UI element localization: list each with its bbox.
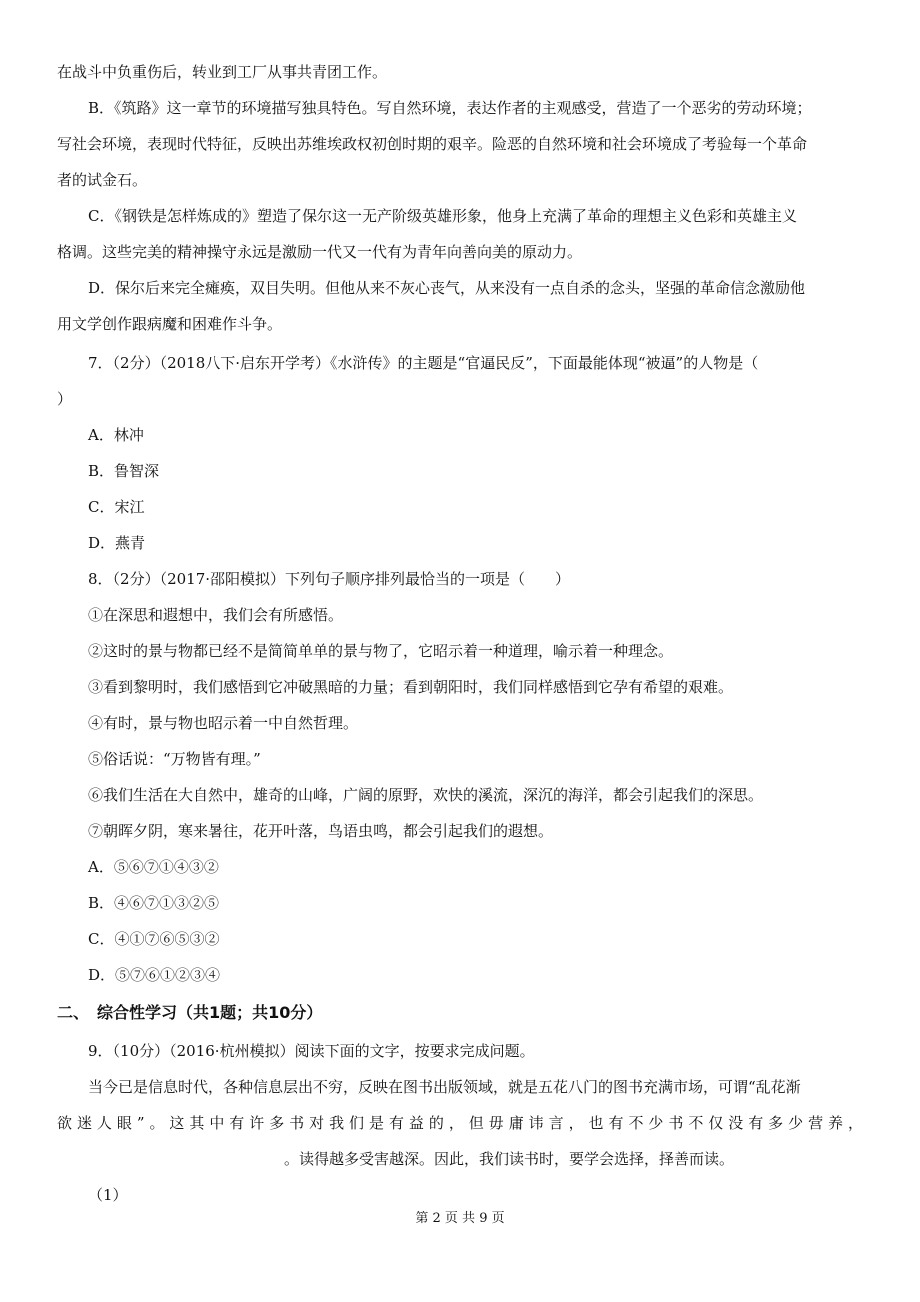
sub-question-1: （1）	[88, 1186, 128, 1204]
passage-line: 当今已是信息时代，各种信息层出不穷，反映在图书出版领域，就是五花八门的图书充满市场，可谓“乱花渐	[88, 1078, 801, 1096]
section-heading: 二、 综合性学习（共1题；共10分）	[57, 1003, 323, 1022]
paragraph-line: 者的试金石。	[57, 171, 148, 189]
question-8-option-b: B．④⑥⑦①③②⑤	[88, 894, 220, 912]
question-7-option-c: C．宋江	[88, 498, 145, 516]
sentence-5: ⑤俗话说：“万物皆有理。”	[88, 750, 261, 768]
question-7-stem-end: ）	[57, 390, 73, 408]
sentence-3: ③看到黎明时，我们感悟到它冲破黑暗的力量；看到朝阳时，我们同样感悟到它孕有希望的艰难。	[88, 678, 734, 696]
sentence-4: ④有时，景与物也昭示着一中自然哲理。	[88, 714, 359, 732]
passage-line: 欲迷人眼”。这其中有许多书对我们是有益的，但毋庸讳言，也有不少书不仅没有多少营养，	[57, 1114, 863, 1132]
question-7-option-d: D．燕青	[88, 534, 146, 552]
paragraph-line: 用文学创作跟病魔和困难作斗争。	[57, 315, 283, 333]
sentence-2: ②这时的景与物都已经不是简简单单的景与物了，它昭示着一种道理，喻示着一种理念。	[88, 642, 674, 660]
page-footer: 第 2 页 共 9 页	[415, 1211, 505, 1226]
question-9-stem: 9．（10分）（2016·杭州模拟）阅读下面的文字，按要求完成问题。	[88, 1042, 535, 1060]
paragraph-line: 格调。这些完美的精神操守永远是激励一代又一代有为青年向善向美的原动力。	[57, 243, 583, 261]
question-7-option-b: B．鲁智深	[88, 462, 160, 480]
option-d-line: D．保尔后来完全瘫痪，双目失明。但他从来不灰心丧气，从来没有一点自杀的念头，坚强的革命信念激励他	[88, 279, 806, 297]
passage-line-after-blank: 。读得越多受害越深。因此，我们读书时，要学会选择，择善而读。	[284, 1150, 735, 1168]
question-7-option-a: A．林冲	[88, 426, 144, 444]
question-8-option-c: C．④①⑦⑥⑤③②	[88, 930, 220, 948]
sentence-6: ⑥我们生活在大自然中，雄奇的山峰，广阔的原野，欢快的溪流，深沉的海洋，都会引起我们的深思。	[88, 786, 764, 804]
sentence-1: ①在深思和遐想中，我们会有所感悟。	[88, 606, 344, 624]
option-c-line: C．《钢铁是怎样炼成的》塑造了保尔这一无产阶级英雄形象，他身上充满了革命的理想主义色彩和英雄主义	[88, 207, 797, 225]
question-7-stem: 7．（2分）（2018八下·启东开学考）《水浒传》的主题是“官逼民反”，下面最能体现“被逼”的人物是（	[88, 354, 759, 372]
question-8-option-a: A．⑤⑥⑦①④③②	[88, 858, 219, 876]
paragraph-line: 写社会环境，表现时代特征，反映出苏维埃政权初创时期的艰辛。险恶的自然环境和社会环境成了考验每一个革命	[57, 135, 808, 153]
option-b-line: B．《筑路》这一章节的环境描写独具特色。写自然环境，表达作者的主观感受，营造了一个恶劣的劳动环境；	[88, 99, 812, 117]
question-8-option-d: D．⑤⑦⑥①②③④	[88, 966, 221, 984]
paragraph-line: 在战斗中负重伤后，转业到工厂从事共青团工作。	[57, 63, 388, 81]
question-8-stem: 8．（2分）（2017·邵阳模拟）下列句子顺序排列最恰当的一项是（ ）	[88, 570, 571, 588]
sentence-7: ⑦朝晖夕阴，寒来暑往，花开叶落，鸟语虫鸣，都会引起我们的遐想。	[88, 822, 554, 840]
